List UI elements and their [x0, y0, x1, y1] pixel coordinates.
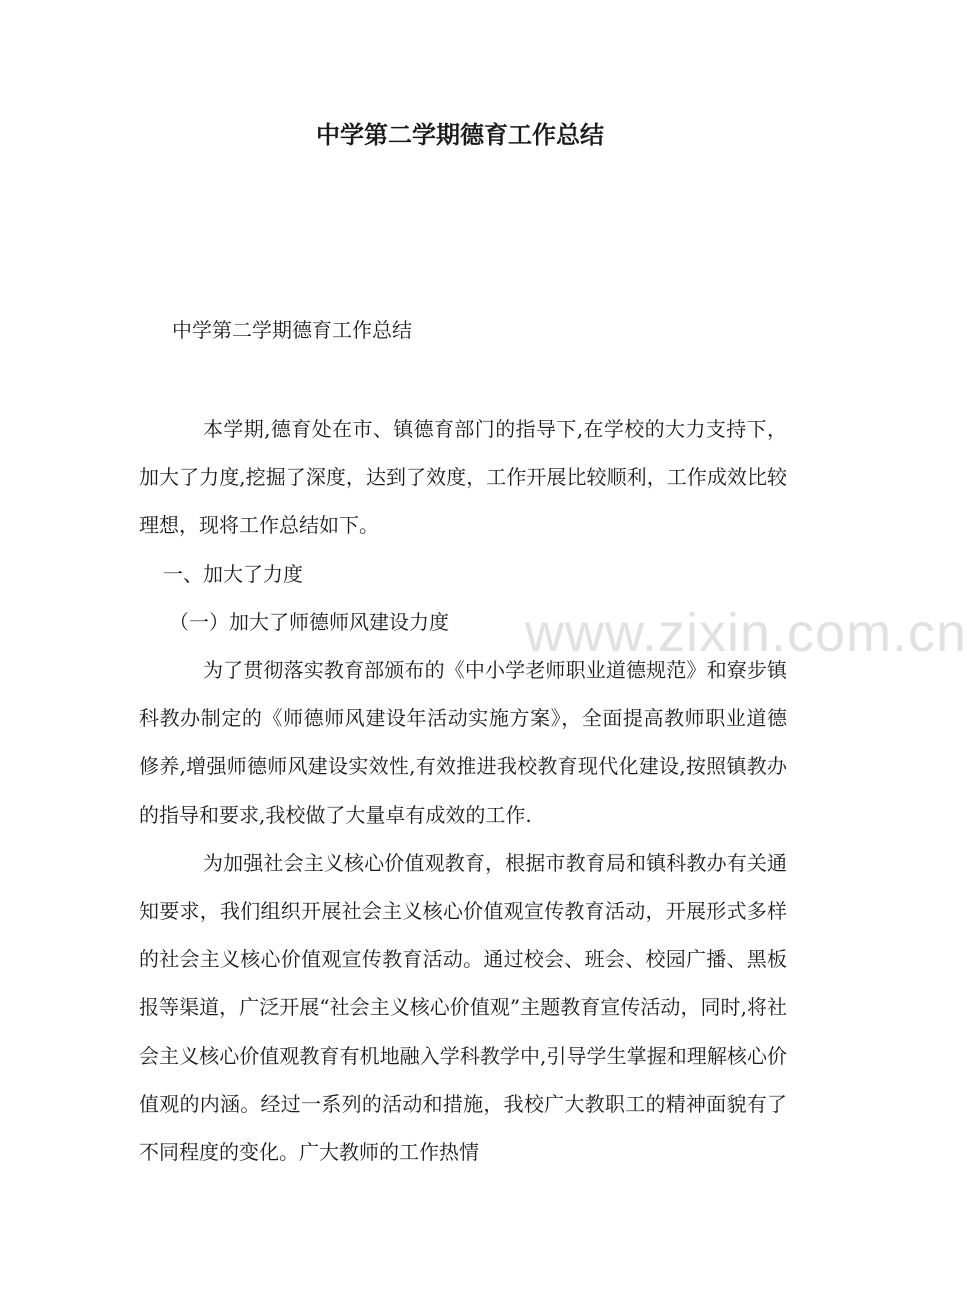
section-heading-1-1: （一）加大了师德师风建设力度	[169, 609, 449, 634]
intro-paragraph: 本学期,德育处在市、镇德育部门的指导下,在学校的大力支持下，加大了力度,挖掘了深度，达到了效度，工作开展比较顺利，工作成效比较理想，现将工作总结如下。	[139, 417, 787, 538]
section-heading-1: 一、加大了力度	[163, 561, 303, 586]
watermark: www.zixin.com.cn	[525, 603, 967, 663]
body-paragraph-1: 为了贯彻落实教育部颁布的《中小学老师职业道德规范》和寮步镇科教办制定的《师德师风建设年活动实施方案》，全面提高教师职业道德修养,增强师德师风建设实效性,有效推进我校教育现代化建设,按照镇教办的指导和要求,我校做了大量卓有成效的工作.	[139, 658, 787, 827]
document-body	[139, 405, 787, 1176]
document-title: 中学第二学期德育工作总结	[316, 120, 604, 149]
document-subtitle: 中学第二学期德育工作总结	[172, 318, 412, 342]
body-paragraph-2: 为加强社会主义核心价值观教育，根据市教育局和镇科教办有关通知要求，我们组织开展社会主义核心价值观宣传教育活动，开展形式多样的社会主义核心价值观宣传教育活动。通过校会、班会、校园广播、黑板报等渠道，广泛开展“社会主义核心价值观”主题教育宣传活动，同时,将社会主义核心价值观教育有机地融入学科教学中,引导学生掌握和理解核心价值观的内涵。经过一系列的活动和措施，我校广大教职工的精神面貌有了不同程度的变化。广大教师的工作热情	[139, 850, 787, 1165]
